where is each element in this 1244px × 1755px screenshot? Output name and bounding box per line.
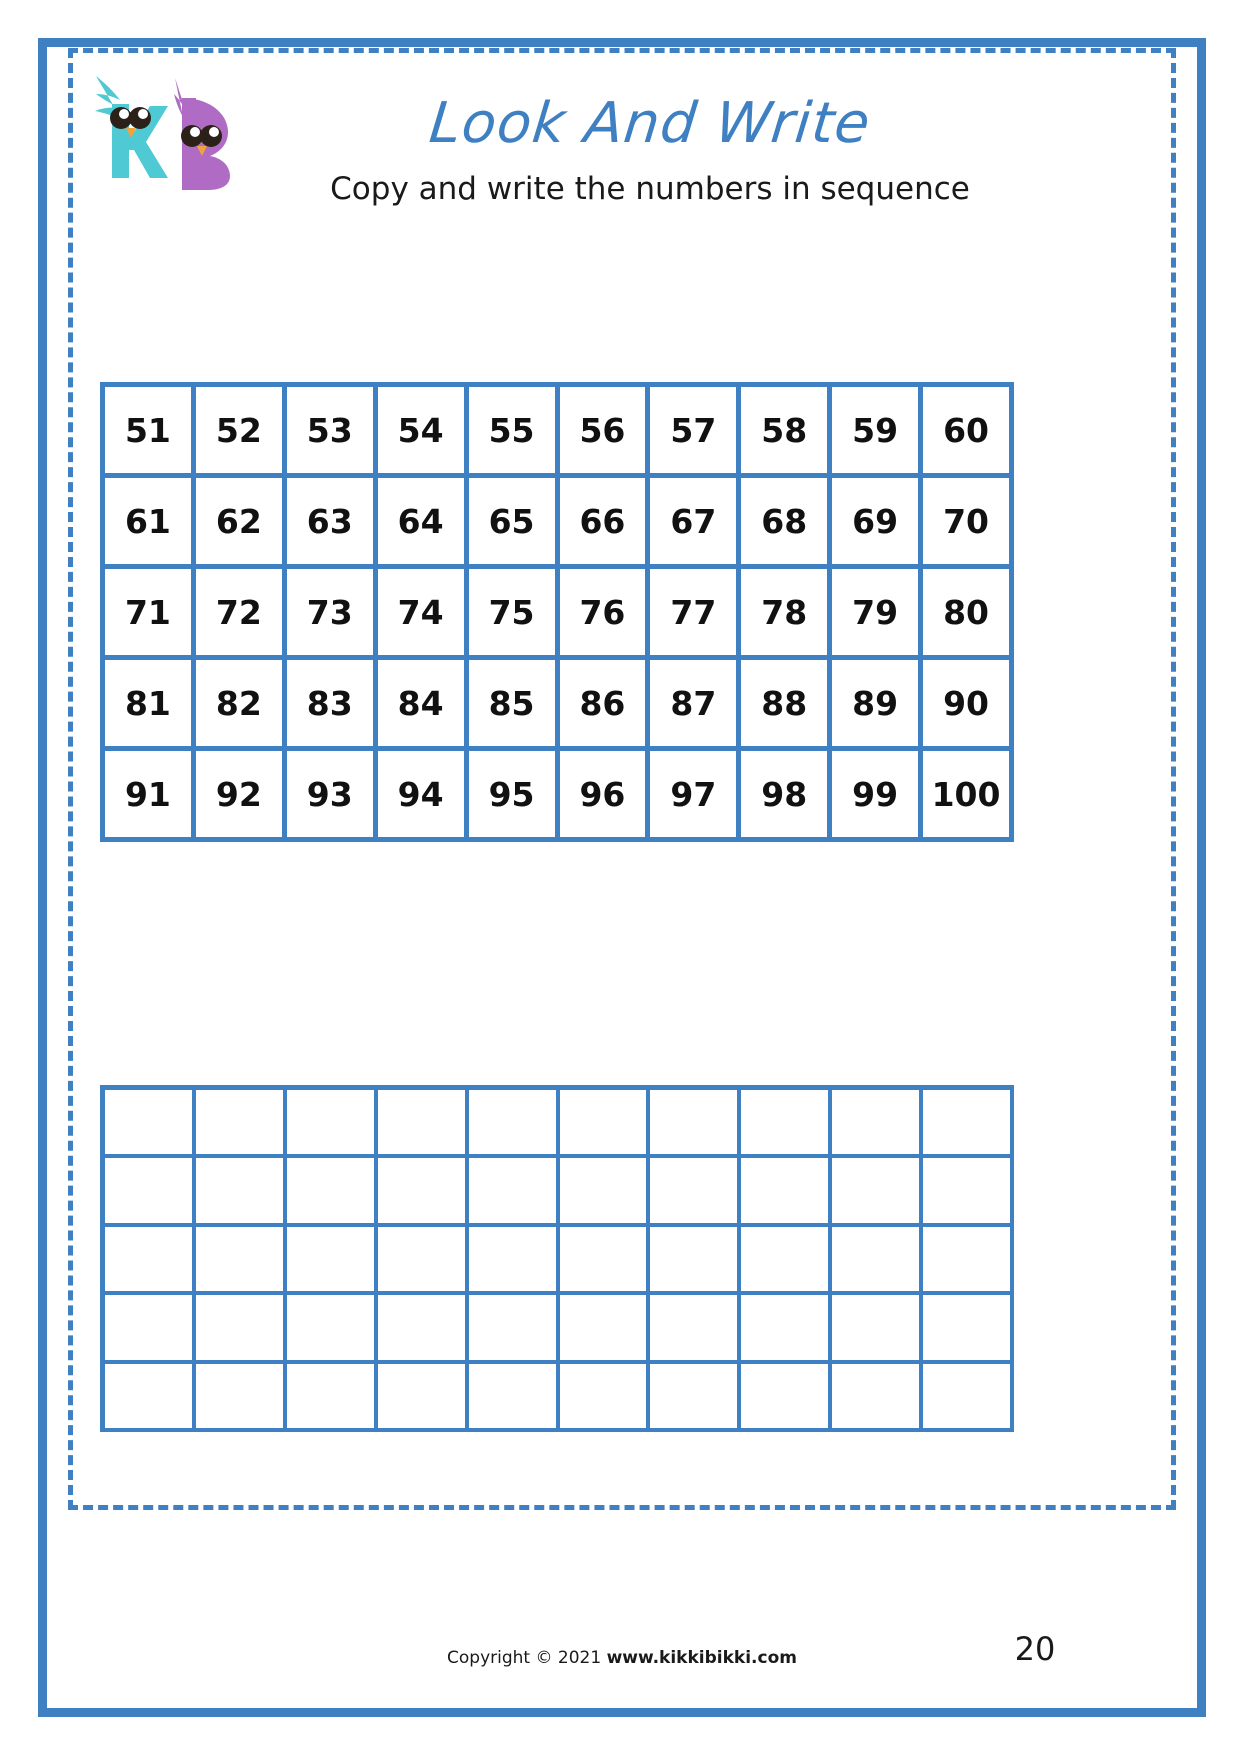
grid-cell[interactable] xyxy=(832,1227,923,1295)
grid-cell-value: 94 xyxy=(397,774,444,814)
grid-cell[interactable] xyxy=(469,751,560,842)
grid-cell-value: 100 xyxy=(931,774,1001,814)
grid-cell-value: 78 xyxy=(761,592,808,632)
grid-cell[interactable] xyxy=(378,569,469,660)
grid-cell-value: 51 xyxy=(124,410,171,450)
grid-cell[interactable] xyxy=(469,1364,560,1432)
grid-cell[interactable] xyxy=(196,387,287,478)
grid-cell-value: 67 xyxy=(670,501,717,541)
grid-cell[interactable] xyxy=(741,1158,832,1226)
grid-cell[interactable] xyxy=(378,1364,469,1432)
grid-cell[interactable] xyxy=(469,1158,560,1226)
grid-cell[interactable] xyxy=(832,1364,923,1432)
grid-cell[interactable] xyxy=(741,387,832,478)
number-sequence-grid xyxy=(100,382,1014,842)
grid-cell[interactable] xyxy=(741,569,832,660)
grid-cell[interactable] xyxy=(923,387,1014,478)
grid-cell[interactable] xyxy=(196,1090,287,1158)
grid-cell-value: 91 xyxy=(124,774,171,814)
grid-cell-value: 71 xyxy=(124,592,171,632)
grid-cell-value: 79 xyxy=(852,592,899,632)
grid-cell[interactable] xyxy=(923,1090,1014,1158)
grid-cell[interactable] xyxy=(287,660,378,751)
grid-cell[interactable] xyxy=(287,387,378,478)
grid-cell[interactable] xyxy=(469,1295,560,1363)
logo-k-bird xyxy=(95,76,168,178)
grid-cell[interactable] xyxy=(923,1364,1014,1432)
grid-cell[interactable] xyxy=(923,1158,1014,1226)
grid-cell[interactable] xyxy=(832,387,923,478)
grid-cell[interactable] xyxy=(560,569,651,660)
grid-cell[interactable] xyxy=(650,660,741,751)
grid-cell-value: 57 xyxy=(670,410,717,450)
grid-cell[interactable] xyxy=(832,569,923,660)
grid-cell-value: 62 xyxy=(215,501,262,541)
grid-cell[interactable] xyxy=(650,1295,741,1363)
grid-cell[interactable] xyxy=(105,569,196,660)
grid-cell[interactable] xyxy=(196,569,287,660)
page-title: Look And Write xyxy=(426,91,874,156)
grid-cell[interactable] xyxy=(650,1090,741,1158)
grid-cell[interactable] xyxy=(196,1295,287,1363)
page-number: 20 xyxy=(1014,1630,1056,1668)
grid-cell[interactable] xyxy=(378,751,469,842)
grid-cell[interactable] xyxy=(650,751,741,842)
grid-cell[interactable] xyxy=(832,1295,923,1363)
grid-cell-value: 76 xyxy=(579,592,626,632)
grid-cell[interactable] xyxy=(378,1295,469,1363)
grid-cell[interactable] xyxy=(378,1090,469,1158)
grid-cell[interactable] xyxy=(741,478,832,569)
grid-cell-value: 90 xyxy=(943,683,990,723)
grid-cell-value: 93 xyxy=(306,774,353,814)
grid-cell[interactable] xyxy=(923,751,1014,842)
grid-cell[interactable] xyxy=(287,1227,378,1295)
grid-cell-value: 65 xyxy=(488,501,535,541)
grid-cell[interactable] xyxy=(105,1090,196,1158)
copyright-text: Copyright © 2021 xyxy=(447,1648,607,1668)
grid-cell-value: 56 xyxy=(579,410,626,450)
grid-cell[interactable] xyxy=(378,1227,469,1295)
grid-cell[interactable] xyxy=(560,1158,651,1226)
grid-cell[interactable] xyxy=(105,478,196,569)
grid-cell-value: 69 xyxy=(852,501,899,541)
grid-cell[interactable] xyxy=(105,751,196,842)
grid-cell-value: 98 xyxy=(761,774,808,814)
grid-cell-value: 85 xyxy=(488,683,535,723)
grid-cell[interactable] xyxy=(560,1227,651,1295)
grid-cell[interactable] xyxy=(832,1158,923,1226)
grid-cell[interactable] xyxy=(105,1227,196,1295)
grid-cell-value: 83 xyxy=(306,683,353,723)
grid-cell[interactable] xyxy=(287,569,378,660)
grid-cell[interactable] xyxy=(378,1158,469,1226)
grid-cell-value: 64 xyxy=(397,501,444,541)
grid-cell-value: 61 xyxy=(124,501,171,541)
grid-cell[interactable] xyxy=(832,751,923,842)
grid-cell[interactable] xyxy=(741,660,832,751)
grid-cell-value: 52 xyxy=(215,410,262,450)
grid-cell-value: 88 xyxy=(761,683,808,723)
grid-cell[interactable] xyxy=(650,1227,741,1295)
grid-cell[interactable] xyxy=(378,660,469,751)
grid-cell-value: 84 xyxy=(397,683,444,723)
grid-cell[interactable] xyxy=(287,1364,378,1432)
grid-cell[interactable] xyxy=(196,660,287,751)
grid-cell[interactable] xyxy=(923,1295,1014,1363)
grid-cell-value: 66 xyxy=(579,501,626,541)
grid-cell[interactable] xyxy=(650,478,741,569)
grid-cell-value: 89 xyxy=(852,683,899,723)
grid-cell[interactable] xyxy=(196,1158,287,1226)
grid-cell[interactable] xyxy=(560,478,651,569)
grid-cell-value: 53 xyxy=(306,410,353,450)
grid-cell[interactable] xyxy=(287,478,378,569)
grid-cell-value: 96 xyxy=(579,774,626,814)
grid-cell[interactable] xyxy=(287,1158,378,1226)
grid-cell[interactable] xyxy=(560,660,651,751)
grid-cell[interactable] xyxy=(105,1364,196,1432)
grid-cell[interactable] xyxy=(650,387,741,478)
grid-cell-value: 81 xyxy=(124,683,171,723)
grid-cell[interactable] xyxy=(560,387,651,478)
grid-cell[interactable] xyxy=(469,387,560,478)
grid-cell-value: 75 xyxy=(488,592,535,632)
grid-cell[interactable] xyxy=(560,751,651,842)
grid-cell[interactable] xyxy=(105,1295,196,1363)
grid-cell[interactable] xyxy=(741,1090,832,1158)
grid-cell[interactable] xyxy=(196,751,287,842)
grid-cell[interactable] xyxy=(560,1295,651,1363)
grid-cell[interactable] xyxy=(105,660,196,751)
grid-cell[interactable] xyxy=(923,478,1014,569)
grid-cell[interactable] xyxy=(105,387,196,478)
grid-cell[interactable] xyxy=(287,1295,378,1363)
practice-writing-grid xyxy=(100,1085,1014,1432)
grid-cell-value: 80 xyxy=(943,592,990,632)
grid-cell[interactable] xyxy=(469,569,560,660)
logo-b-bird xyxy=(174,78,230,190)
page-subtitle: Copy and write the numbers in sequence xyxy=(330,170,970,207)
grid-cell[interactable] xyxy=(832,478,923,569)
grid-cell[interactable] xyxy=(560,1090,651,1158)
grid-cell-value: 73 xyxy=(306,592,353,632)
website-url: www.kikkibikki.com xyxy=(606,1648,797,1668)
grid-cell[interactable] xyxy=(196,1364,287,1432)
grid-cell-value: 92 xyxy=(215,774,262,814)
grid-cell-value: 59 xyxy=(852,410,899,450)
grid-cell[interactable] xyxy=(650,569,741,660)
grid-cell[interactable] xyxy=(741,1364,832,1432)
grid-cell-value: 97 xyxy=(670,774,717,814)
grid-cell[interactable] xyxy=(741,1295,832,1363)
grid-cell-value: 82 xyxy=(215,683,262,723)
grid-cell[interactable] xyxy=(469,660,560,751)
grid-cell[interactable] xyxy=(196,1227,287,1295)
grid-cell[interactable] xyxy=(378,478,469,569)
grid-cell[interactable] xyxy=(650,1158,741,1226)
grid-cell[interactable] xyxy=(378,387,469,478)
grid-cell-value: 86 xyxy=(579,683,626,723)
grid-cell[interactable] xyxy=(741,751,832,842)
grid-cell-value: 87 xyxy=(670,683,717,723)
grid-cell[interactable] xyxy=(469,478,560,569)
grid-cell-value: 95 xyxy=(488,774,535,814)
grid-cell-value: 60 xyxy=(943,410,990,450)
grid-cell[interactable] xyxy=(650,1364,741,1432)
grid-cell[interactable] xyxy=(469,1090,560,1158)
grid-cell[interactable] xyxy=(832,1090,923,1158)
grid-cell[interactable] xyxy=(832,660,923,751)
grid-cell-value: 54 xyxy=(397,410,444,450)
grid-cell[interactable] xyxy=(923,1227,1014,1295)
grid-cell[interactable] xyxy=(923,660,1014,751)
grid-cell-value: 63 xyxy=(306,501,353,541)
grid-cell[interactable] xyxy=(923,569,1014,660)
grid-cell-value: 72 xyxy=(215,592,262,632)
grid-cell[interactable] xyxy=(469,1227,560,1295)
grid-cell-value: 77 xyxy=(670,592,717,632)
grid-cell-value: 99 xyxy=(852,774,899,814)
grid-cell-value: 58 xyxy=(761,410,808,450)
kikkibikki-bird-logo xyxy=(82,70,242,195)
grid-cell[interactable] xyxy=(560,1364,651,1432)
grid-cell-value: 74 xyxy=(397,592,444,632)
grid-cell-value: 68 xyxy=(761,501,808,541)
page-outer-border xyxy=(38,38,1206,1717)
grid-cell[interactable] xyxy=(287,1090,378,1158)
grid-cell-value: 55 xyxy=(488,410,535,450)
grid-cell[interactable] xyxy=(196,478,287,569)
grid-cell[interactable] xyxy=(105,1158,196,1226)
grid-cell-value: 70 xyxy=(943,501,990,541)
worksheet-header xyxy=(250,91,1050,207)
grid-cell[interactable] xyxy=(287,751,378,842)
grid-cell[interactable] xyxy=(741,1227,832,1295)
